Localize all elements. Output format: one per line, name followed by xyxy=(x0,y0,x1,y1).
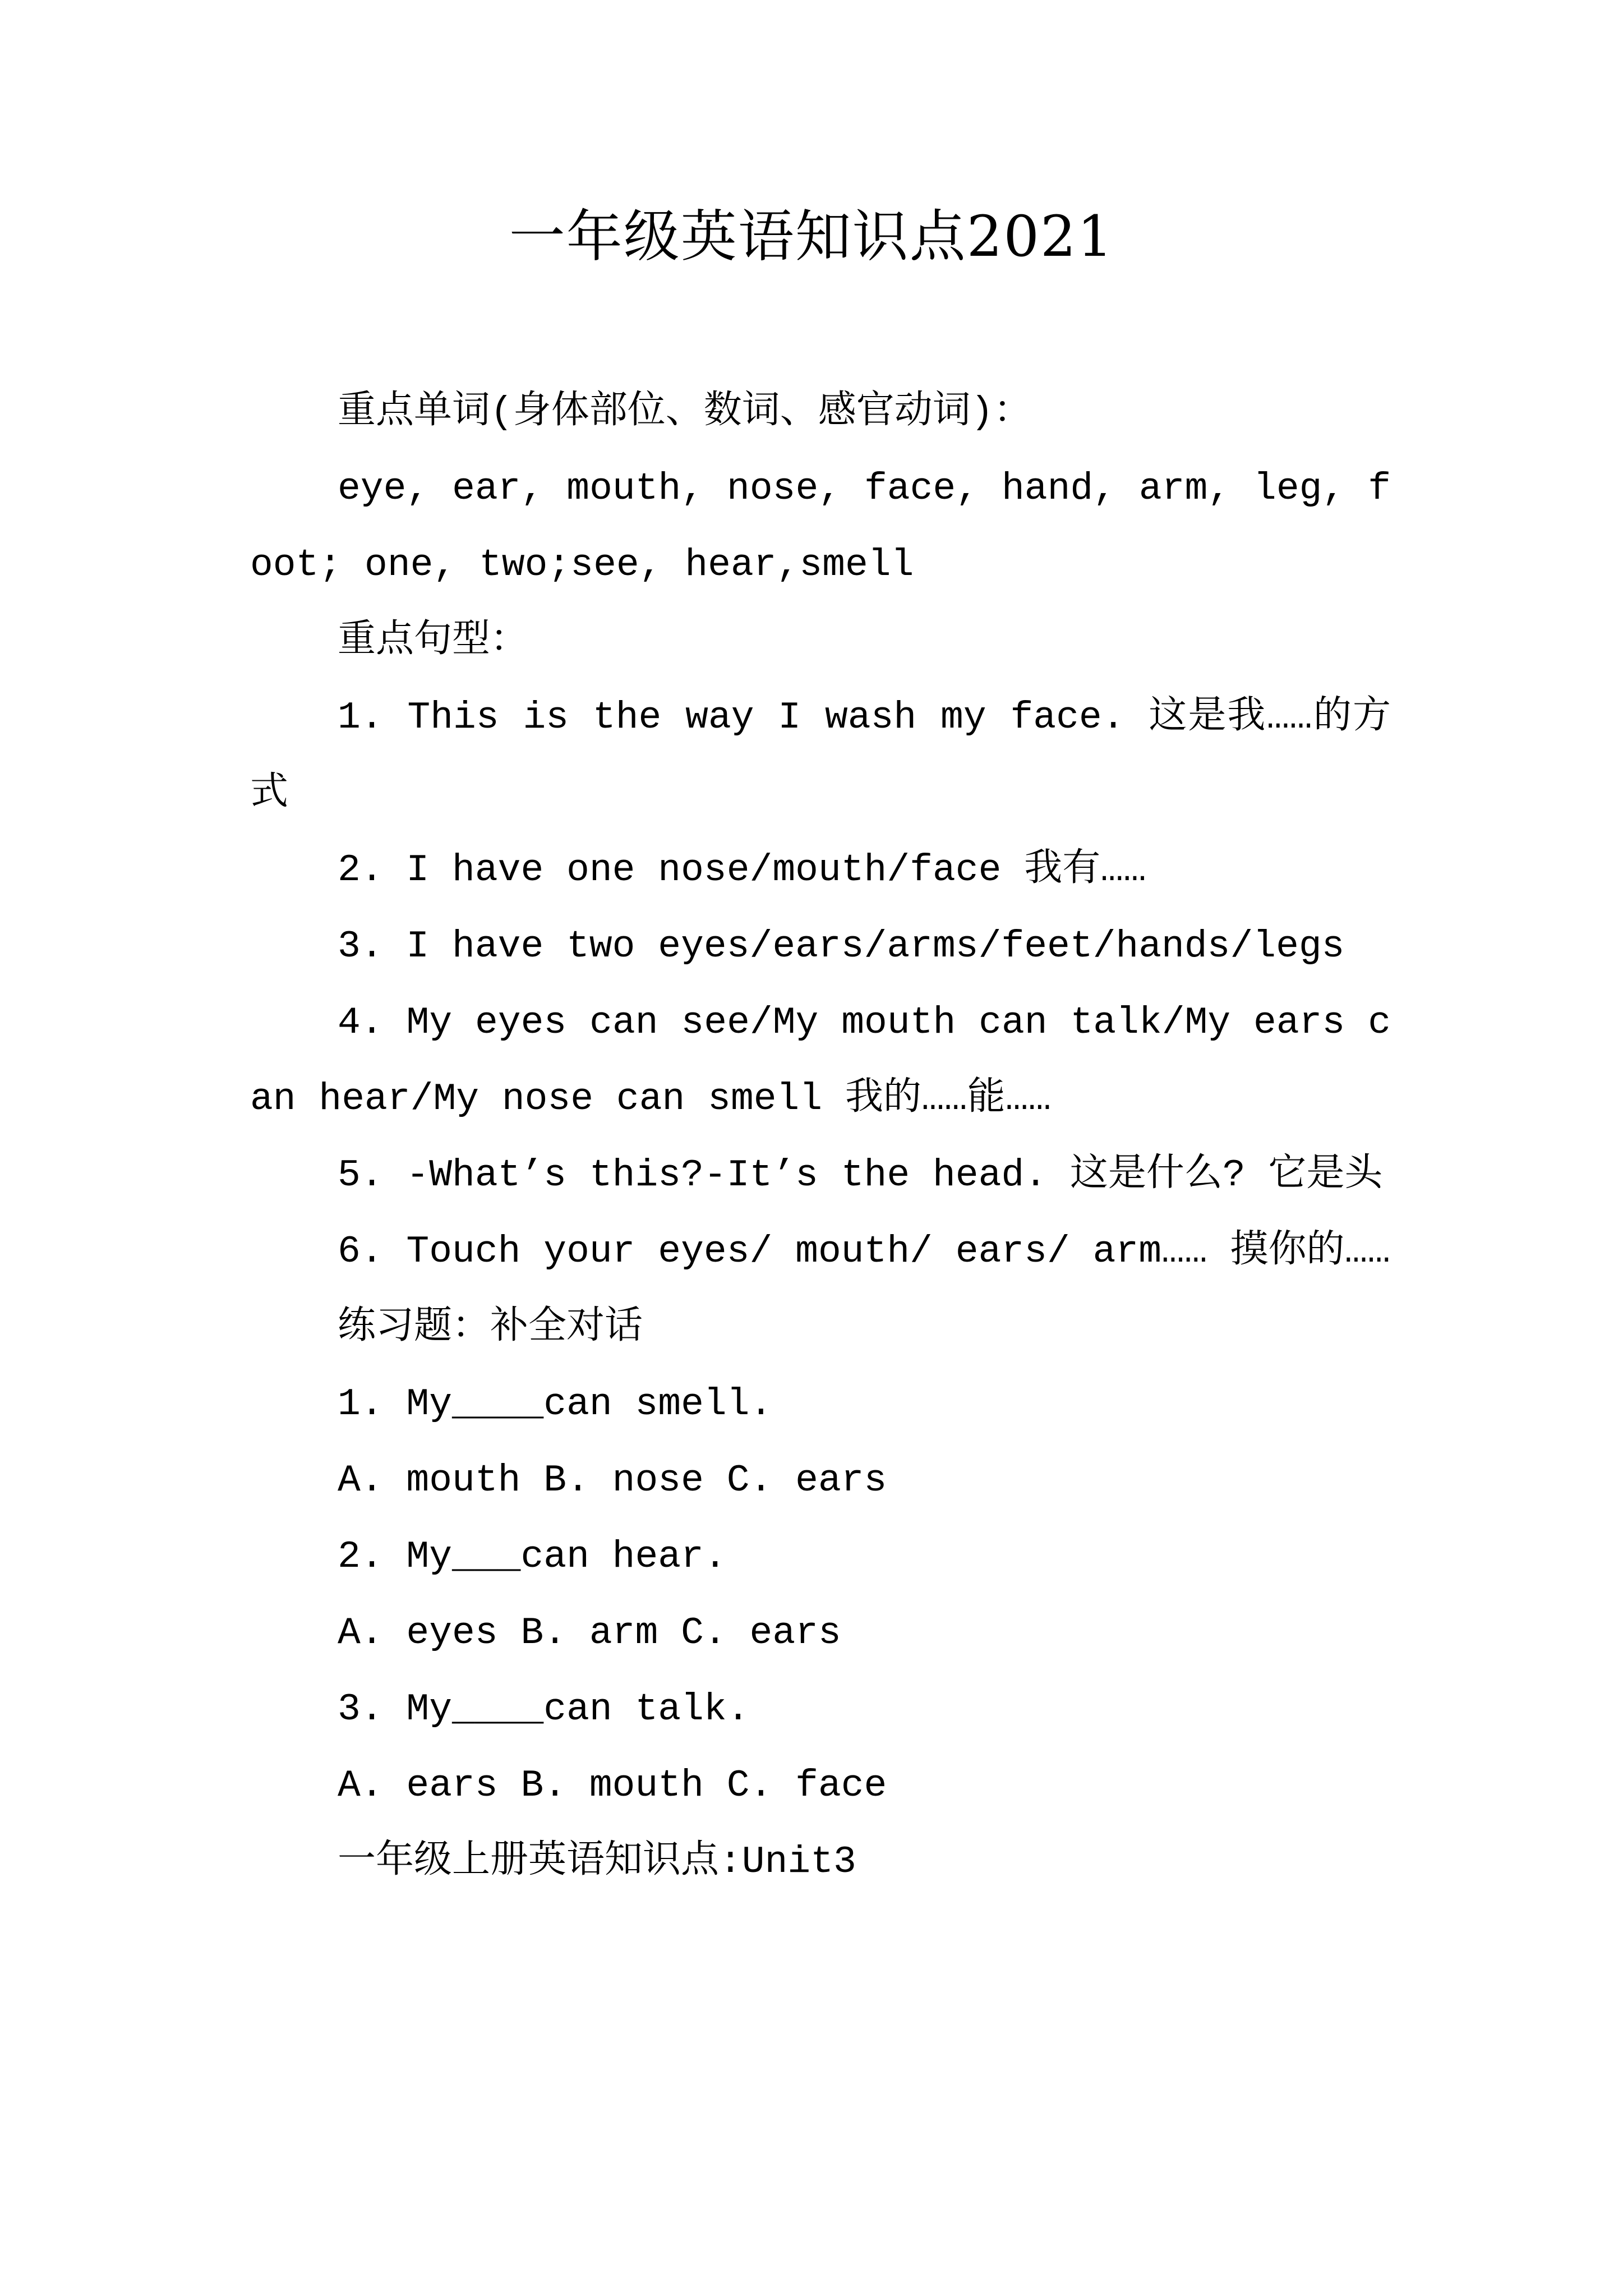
sentence-item: 2. I have one nose/mouth/face 我有…… xyxy=(338,849,1146,892)
exercise-question: 3. My____can talk. xyxy=(338,1688,750,1731)
exercise-question: 1. My____can smell. xyxy=(338,1383,773,1426)
key-words-list: eye, ear, mouth, nose, face, hand, arm, leg, foot; one, two;see, hear,smell xyxy=(250,467,1391,587)
key-sentences-heading: 重点句型： xyxy=(338,620,529,663)
document-body xyxy=(250,375,1391,1901)
sentence-item: 5. -What’s this?-It’s the head. 这是什么? 它是头 xyxy=(338,1154,1383,1197)
sentence-item: 6. Touch your eyes/ mouth/ ears/ arm…… 摸你的…… xyxy=(338,1230,1391,1273)
key-words-heading: 重点单词(身体部位、数词、感官动词)： xyxy=(338,391,1032,434)
exercise-options: A. ears B. mouth C. face xyxy=(338,1764,887,1807)
exercise-options: A. mouth B. nose C. ears xyxy=(338,1459,887,1502)
exercise-heading: 练习题：补全对话 xyxy=(338,1306,643,1350)
sentence-item: 3. I have two eyes/ears/arms/feet/hands/legs xyxy=(338,925,1345,968)
exercise-question: 2. My___can hear. xyxy=(338,1535,727,1579)
sentence-item: 4. My eyes can see/My mouth can talk/My ears can hear/My nose can smell 我的……能…… xyxy=(250,1001,1391,1121)
document-title: 一年级英语知识点2021 xyxy=(509,204,1114,269)
unit-heading: 一年级上册英语知识点:Unit3 xyxy=(338,1841,856,1884)
sentence-item: 1. This is the way I wash my face. 这是我……的方式 xyxy=(250,696,1391,816)
exercise-options: A. eyes B. arm C. ears xyxy=(338,1612,841,1655)
